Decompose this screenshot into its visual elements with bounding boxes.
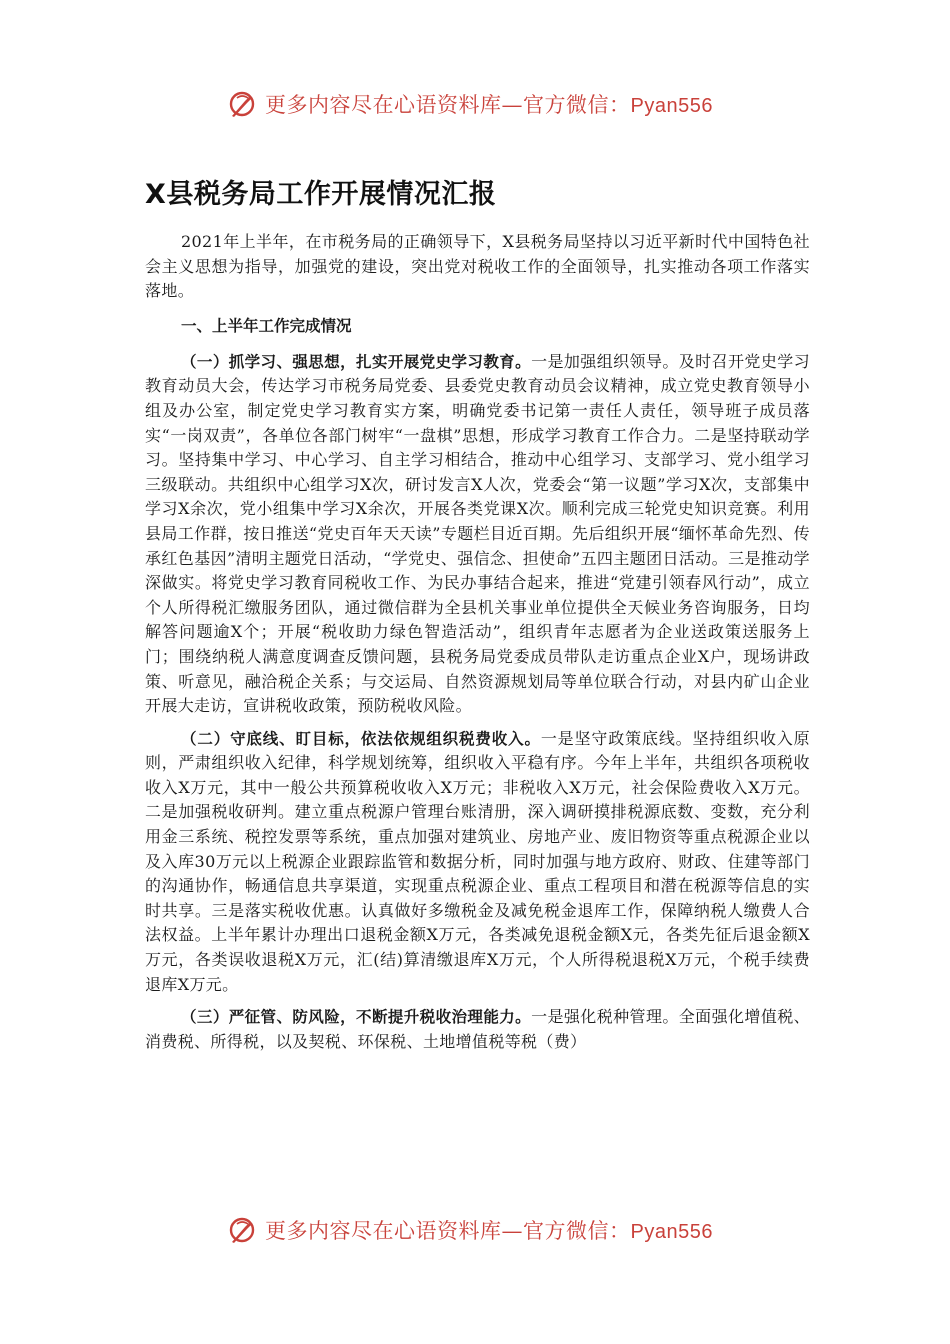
watermark-footer <box>0 1208 950 1252</box>
pen-nib-icon <box>227 1215 257 1245</box>
item-body: 一是加强组织领导。及时召开党史学习教育动员大会，传达学习市税务局党委、县委党史教育动员会议精神，成立党史教育领导小组及办公室，制定党史学习教育实方案，明确党委书记第一责任人责任，领导班子成员落实“一岗双责”，各单位各部门树牢“一盘棋”思想，形成学习教育工作合力。二是坚持联动学习。坚持集中学习、中心学习、自主学习相结合，推动中心组学习、支部学习、党小组学习三级联动。共组织中心组学习X次，研讨发言X人次，党委会“第一议题”学习X次，支部集中学习X余次，党小组集中学习X余次，开展各类党课X次。顺利完成三轮党史知识竞赛。利用县局工作群，按日推送“党史百年天天读”专题栏目近百期。先后组织开展“缅怀革命先烈、传承红色基因”清明主题党日活动，“学党史、强信念、担使命”五四主题团日活动。三是推动学深做实。将党史学习教育同税收工作、为民办事结合起来，推进“党建引领春风行动”，成立个人所得税汇缴服务团队，通过微信群为全县机关事业单位提供全天候业务咨询服务，日均解答问题逾X个；开展“税收助力绿色智造活动”，组织青年志愿者为企业送政策送服务上门；围绕纳税人满意度调查反馈问题，县税务局党委成员带队走访重点企业X户，现场讲政策、听意见，融洽税企关系；与交运局、自然资源规划局等单位联合行动，对县内矿山企业开展大走访，宣讲税收政策，预防税收风险。 <box>145 351 810 716</box>
item-paragraph-3 <box>145 1005 810 1054</box>
document-title: X县税务局工作开展情况汇报 <box>145 179 497 210</box>
watermark-header <box>0 82 950 126</box>
item-lead: （一）抓学习、强思想，扎实开展党史学习教育。 <box>181 352 532 371</box>
watermark-text: 更多内容尽在心语资料库—官方微信：Pyan556 <box>265 93 713 117</box>
item-lead: （二）守底线、盯目标，依法依规组织税费收入。 <box>181 729 541 748</box>
intro-paragraph: 2021年上半年，在市税务局的正确领导下，X县税务局坚持以习近平新时代中国特色社会主义思想为指导，加强党的建设，突出党对税收工作的全面领导，扎实推动各项工作落实落地。 <box>145 232 810 301</box>
watermark-text: 更多内容尽在心语资料库—官方微信：Pyan556 <box>265 1219 713 1243</box>
item-paragraph-2 <box>145 727 810 998</box>
section-heading: 一、上半年工作完成情况 <box>181 316 352 335</box>
document-body <box>145 176 810 1062</box>
item-lead: （三）严征管、防风险，不断提升税收治理能力。 <box>181 1008 532 1027</box>
pen-nib-icon <box>227 89 257 119</box>
item-body: 一是强化税种管理。全面强化增值税、消费税、所得税，以及契税、环保税、土地增值税等税（费） <box>145 1007 810 1051</box>
item-paragraph-1 <box>145 350 810 719</box>
item-body: 一是坚守政策底线。坚持组织收入原则，严肃组织收入纪律，科学规划统筹，组织收入平稳有序。今年上半年，共组织各项税收收入X万元，其中一般公共预算税收收入X万元；非税收入X万元，社会保险费收入X万元。二是加强税收研判。建立重点税源户管理台账清册，深入调研摸排税源底数、变数，充分利用金三系统、税控发票等系统，重点加强对建筑业、房地产业、废旧物资等重点税源企业以及入库30万元以上税源企业跟踪监管和数据分析，同时加强与地方政府、财政、住建等部门的沟通协作，畅通信息共享渠道，实现重点税源企业、重点工程项目和潜在税源等信息的实时共享。三是落实税收优惠。认真做好多缴税金及减免税金退库工作，保障纳税人缴费人合法权益。上半年累计办理出口退税金额X万元，各类减免退税金额X元，各类先征后退金额X万元，各类误收退税X万元，汇(结)算清缴退库X万元，个人所得税退税X万元，个税手续费退库X万元。 <box>145 728 811 994</box>
